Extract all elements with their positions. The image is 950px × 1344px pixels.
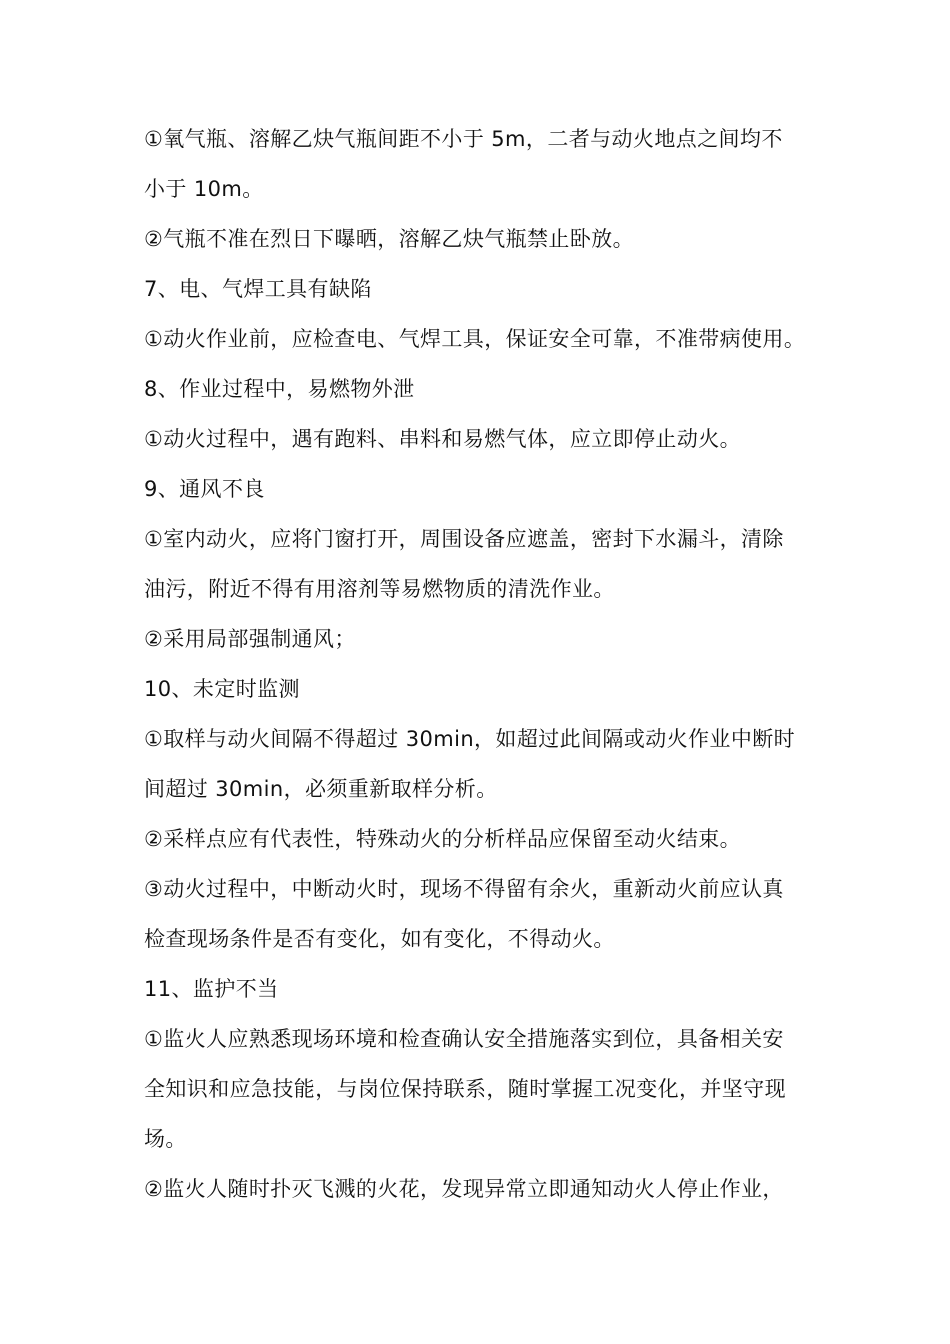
text-line: ①氧气瓶、溶解乙炔气瓶间距不小于 5m，二者与动火地点之间均不 <box>144 127 783 151</box>
section-heading: 10、未定时监测 <box>144 677 300 701</box>
text-line: ②采样点应有代表性，特殊动火的分析样品应保留至动火结束。 <box>144 827 742 851</box>
text-line: 检查现场条件是否有变化，如有变化，不得动火。 <box>144 927 615 951</box>
document-body <box>144 114 808 1214</box>
section-heading: 8、作业过程中，易燃物外泄 <box>144 377 415 401</box>
text-line: ①室内动火，应将门窗打开，周围设备应遮盖，密封下水漏斗，清除 <box>144 527 784 551</box>
section-heading: 11、监护不当 <box>144 977 279 1001</box>
text-line: ①监火人应熟悉现场环境和检查确认安全措施落实到位，具备相关安 <box>144 1027 784 1051</box>
text-line: ①动火作业前，应检查电、气焊工具，保证安全可靠，不准带病使用。 <box>144 327 806 351</box>
text-line: 小于 10m。 <box>144 177 264 201</box>
text-line: 场。 <box>144 1127 187 1151</box>
text-line: ②采用局部强制通风； <box>144 627 356 651</box>
text-line: ①取样与动火间隔不得超过 30min，如超过此间隔或动火作业中断时 <box>144 727 796 751</box>
text-line: ②气瓶不准在烈日下曝晒，溶解乙炔气瓶禁止卧放。 <box>144 227 635 251</box>
text-line: 间超过 30min，必须重新取样分析。 <box>144 777 498 801</box>
text-line: 全知识和应急技能，与岗位保持联系，随时掌握工况变化，并坚守现 <box>144 1077 786 1101</box>
section-heading: 9、通风不良 <box>144 477 265 501</box>
text-line: ①动火过程中，遇有跑料、串料和易燃气体，应立即停止动火。 <box>144 427 742 451</box>
text-line: ②监火人随时扑灭飞溅的火花，发现异常立即通知动火人停止作业， <box>144 1177 784 1201</box>
text-line: ③动火过程中，中断动火时，现场不得留有余火，重新动火前应认真 <box>144 877 784 901</box>
text-line: 油污，附近不得有用溶剂等易燃物质的清洗作业。 <box>144 577 615 601</box>
section-heading: 7、电、气焊工具有缺陷 <box>144 277 372 301</box>
